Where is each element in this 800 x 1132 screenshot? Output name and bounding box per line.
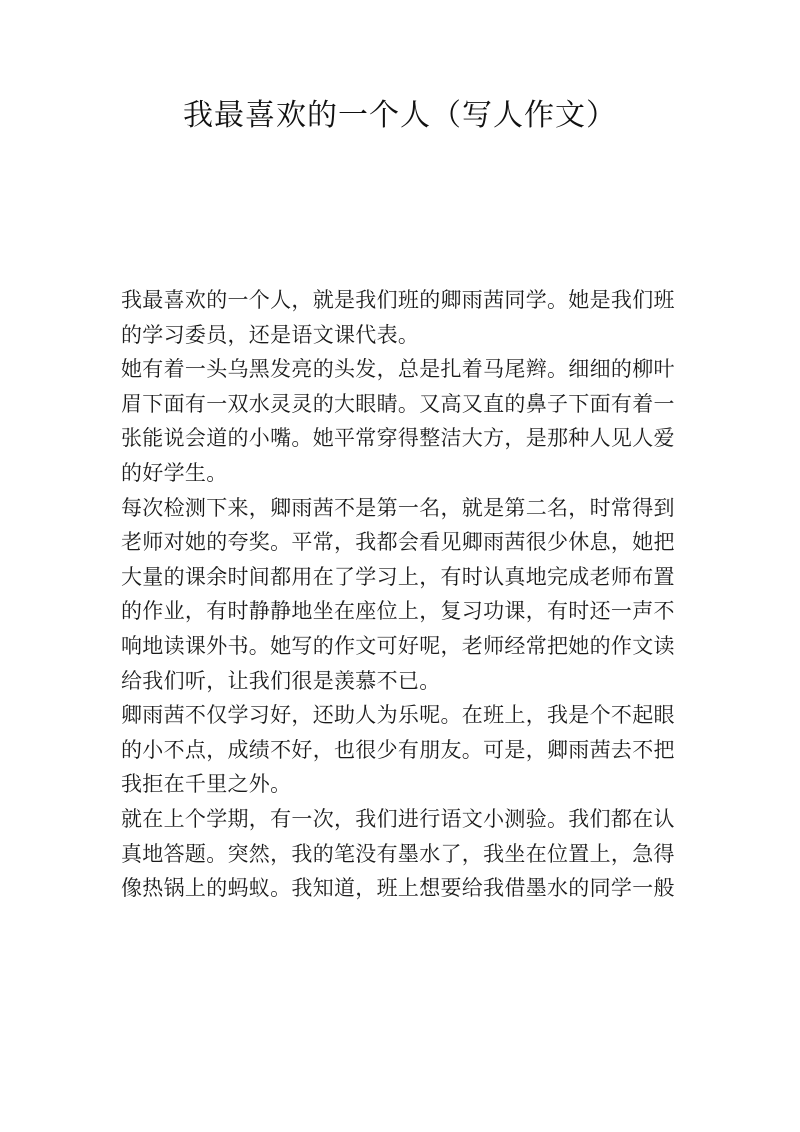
text-line: 张能说会道的小嘴。她平常穿得整洁大方，是那种人见人爱	[121, 426, 675, 451]
text-line: 的作业，有时静静地坐在座位上，复习功课，有时还一声不	[121, 599, 675, 624]
text-line: 响地读课外书。她写的作文可好呢，老师经常把她的作文读	[121, 633, 675, 658]
text-line: 我最喜欢的一个人，就是我们班的卿雨茜同学。她是我们班	[121, 288, 675, 312]
text-line: 的小不点，成绩不好，也很少有朋友。可是，卿雨茜去不把	[121, 737, 675, 762]
text-line: 的好学生。	[121, 460, 228, 485]
text-line: 的学习委员，还是语文课代表。	[121, 322, 420, 347]
text-line: 老师对她的夸奖。平常，我都会看见卿雨茜很少休息，她把	[121, 530, 675, 555]
text-line: 给我们听，让我们很是羡慕不已。	[121, 668, 441, 693]
text-line: 每次检测下来，卿雨茜不是第一名，就是第二名，时常得到	[121, 495, 675, 520]
text-line: 她有着一头乌黑发亮的头发，总是扎着马尾辫。细细的柳叶	[121, 357, 675, 382]
document-body	[121, 283, 686, 906]
text-line: 卿雨茜不仅学习好，还助人为乐呢。在班上，我是个不起眼	[121, 703, 675, 728]
text-line: 大量的课余时间都用在了学习上，有时认真地完成老师布置	[121, 564, 675, 589]
text-line: 我拒在千里之外。	[121, 772, 292, 797]
text-line: 就在上个学期，有一次，我们进行语文小测验。我们都在认	[121, 806, 675, 831]
text-line: 真地答题。突然，我的笔没有墨水了，我坐在位置上，急得	[121, 841, 675, 866]
text-line: 像热锅上的蚂蚁。我知道，班上想要给我借墨水的同学一般	[121, 876, 675, 901]
document-title: 我最喜欢的一个人（写人作文）	[183, 98, 617, 133]
text-line: 眉下面有一双水灵灵的大眼睛。又高又直的鼻子下面有着一	[121, 391, 675, 416]
